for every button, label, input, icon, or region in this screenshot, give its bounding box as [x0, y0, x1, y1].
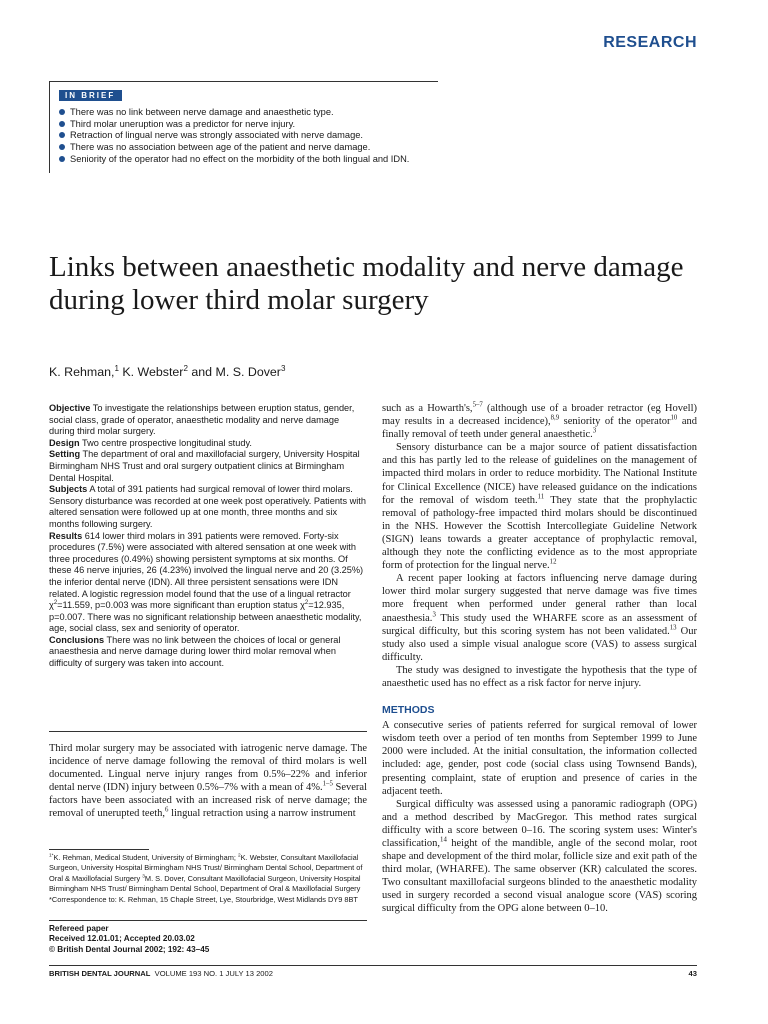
in-brief-item-text: Seniority of the operator had no effect on the morbidity of the both lingual and IDN.	[70, 153, 410, 164]
citation-mark: 1–5	[322, 780, 333, 788]
journal-volume: VOLUME 193 NO. 1 JULY 13 2002	[154, 969, 273, 978]
citation-mark: 3	[592, 427, 597, 435]
refereed-divider	[49, 920, 367, 921]
in-brief-item	[59, 107, 438, 119]
footnote-text: K. Webster, Consultant Maxillofacial Surgeon, University Hospital Birmingham NHS Trust/ Birmingham Dental School, Department of Oral & Maxillofacial Surgery	[49, 853, 363, 883]
author-name: K. Rehman,	[49, 365, 115, 379]
abstract-text: =12.935, p=0.007. There was no significant relationship between anaesthetic modality, age, social class, sex and seniority of operator.	[49, 600, 362, 634]
methods-heading: METHODS	[382, 704, 435, 717]
citation-mark: 5–7	[472, 401, 483, 409]
in-brief-item-text: There was no link between nerve damage and anaesthetic type.	[70, 107, 334, 117]
in-brief-box	[49, 81, 438, 173]
abstract-label: Objective	[49, 403, 91, 413]
abstract-text: There was no link between the choices of local or general anaesthesia and nerve damage during lower third molar removal when difficulty of surgery was taken into account.	[49, 634, 341, 669]
citation-mark: 8,9	[550, 414, 560, 422]
received-accepted-dates: Received 12.01.01; Accepted 20.03.02	[49, 934, 195, 944]
author-affiliation-mark: 2	[183, 363, 188, 373]
footnote-affiliations	[49, 853, 367, 895]
refereed-label: Refereed paper	[49, 924, 109, 933]
in-brief-item-text: Third molar uneruption was a predictor for nerve injury.	[70, 118, 296, 129]
bullet-icon	[59, 144, 65, 150]
bullet-icon	[59, 109, 65, 115]
bullet-icon	[59, 132, 65, 138]
abstract-label: Results	[49, 530, 83, 541]
body-text: Third molar surgery may be associated with iatrogenic nerve damage. The incidence of nerve damage following the removal of third molars is well documented. Lingual nerve injury ranges from 0.5%–22% and inferior dental nerve (IDN) injury between 0.5%–7% with a mean of 4%.	[49, 743, 367, 794]
journal-name: BRITISH DENTAL JOURNAL	[49, 969, 151, 978]
in-brief-item	[59, 142, 438, 154]
body-paragraph: The study was designed to investigate the hypothesis that the type of anaesthetic used has no effect as a risk factor for nerve injury.	[382, 664, 697, 689]
footnote-correspondence: *Correspondence to: K. Rehman, 15 Chaple Street, Lye, Stourbridge, West Midlands DY9 8BT	[49, 894, 358, 904]
bullet-icon	[59, 121, 65, 127]
in-brief-top-rule	[49, 81, 438, 82]
abstract-design	[49, 438, 367, 450]
body-paragraph	[382, 798, 697, 916]
author-affiliation-mark: 3	[280, 363, 286, 373]
abstract-setting	[49, 449, 367, 484]
citation-mark: 14	[440, 836, 447, 844]
body-paragraph	[382, 572, 697, 664]
abstract-subjects	[49, 484, 367, 530]
body-text: A recent paper looking at factors influencing nerve damage during lower third molar surgery suggested that nerve damage was five times more frequent when performed under general rather than local anaesthesia.	[382, 573, 697, 624]
intro-paragraph	[49, 742, 367, 821]
abstract-text: The department of oral and maxillofacial surgery, University Hospital Birmingham NHS Trust and oral surgery outpatient clinics at Birmingham Dental Hospital.	[49, 449, 360, 483]
author-affiliation-mark: 1	[114, 363, 119, 373]
copyright-line: © British Dental Journal 2002; 192: 43–45	[49, 944, 210, 954]
in-brief-item	[59, 130, 438, 142]
author-name: M. S. Dover	[215, 365, 281, 379]
section-label: RESEARCH	[603, 34, 697, 51]
abstract-text: To investigate the relationships between eruption status, gender, social class, grade of operator, anaesthetic modality and nerve damage during third molar surgery.	[49, 403, 355, 437]
abstract-results	[49, 531, 367, 635]
superscript: 2	[304, 600, 309, 607]
footnote-divider	[49, 849, 149, 850]
in-brief-item	[59, 119, 438, 131]
body-text: such as a Howarth's,	[382, 403, 473, 414]
abstract-text: A total of 391 patients had surgical removal of lower third molars. Sensory disturbance was recorded at one week post operatively. Patients with altered sensation were followed up at one month, three months and six months following surgery.	[49, 484, 366, 529]
in-brief-left-rule	[49, 81, 50, 173]
in-brief-item-text: Retraction of lingual nerve was strongly associated with nerve damage.	[70, 130, 364, 141]
citation-mark: 6	[165, 806, 169, 814]
citation-mark: 10	[670, 414, 678, 422]
in-brief-item-text: There was no association between age of the patient and nerve damage.	[70, 142, 371, 153]
body-text: They state that the prophylactic removal of pathology-free impacted third molars should be discontinued in the NHS. However the Scottish Intercollegiate Guideline Network (SIGN) leans towards a greater acceptance of prophylactic removal, although they note the conflicting evidence as to the most appropriate form of protection for the lingual nerve.	[382, 494, 697, 572]
citation-mark: 11	[537, 493, 545, 501]
citation-mark: 12	[549, 558, 557, 566]
bullet-icon	[59, 156, 65, 162]
abstract-objective	[49, 403, 367, 438]
footnote-text: M. S. Dover, Consultant Maxillofacial Surgeon, University Hospital Birmingham NHS Trust/ Birmingham Dental School, Department of Oral & Maxillofacial Surgery	[49, 873, 361, 894]
abstract-text: 614 lower third molars in 391 patients were removed. Forty-six procedures (7.5%) were associated with altered sensation at one week with three procedures (0.49%) showing persistent symptoms at six months. Of these 46 nerve injuries, 26 (4.23%) involved the lingual nerve and 20 (3.25%) the inferior dental nerve (IDN). All three persistent sensations were IDN related. A logistic regression model found that the use of a lingual retractor χ	[49, 530, 364, 611]
citation-mark: 3	[432, 611, 436, 618]
superscript: 2	[53, 600, 58, 607]
author-separator: and	[191, 365, 213, 379]
footnote-text: K. Rehman, Medical Student, University of Birmingham;	[53, 853, 238, 862]
body-text: Sensory disturbance can be a major source of patient dissatisfaction and this has partly led to the release of guidelines on the management of impacted third molars in order to reduce morbidity. The National Institute for Clinical Excellence (NICE) have released guidance on the indications for the removal of wisdom teeth.	[382, 442, 697, 506]
footer-divider	[49, 965, 697, 966]
body-paragraph	[382, 441, 697, 572]
footer-journal	[49, 969, 273, 978]
body-text: and finally removal of teeth under general anaesthetic.	[382, 416, 697, 441]
abstract-label: Setting	[49, 449, 81, 460]
body-text: This study used the WHARFE score as an assessment of surgical difficulty, but this scoring system has not been validated.	[382, 612, 697, 637]
abstract	[49, 403, 367, 670]
abstract-label: Conclusions	[49, 634, 105, 645]
body-text: Surgical difficulty was assessed using a panoramic radiograph (OPG) and a method described by MacGregor. This method rates surgical difficulty with a score between 0–16. The scoring system uses: Winter's classification,	[382, 798, 697, 849]
intro-divider	[49, 731, 367, 732]
footnotes	[49, 853, 367, 905]
in-brief-tag: IN BRIEF	[59, 90, 122, 101]
abstract-conclusions	[49, 635, 367, 670]
abstract-label: Subjects	[49, 484, 88, 495]
abstract-text: Two centre prospective longitudinal study.	[82, 437, 252, 448]
footnote-mark: 1*	[49, 853, 54, 859]
page-number: 43	[688, 969, 697, 978]
abstract-text: =11.559, p=0.003 was more significant than eruption status χ	[57, 600, 305, 611]
abstract-label: Design	[49, 437, 80, 448]
body-text: Our study also used a simple visual analogue score (VAS) to assess surgical difficulty.	[382, 625, 697, 663]
body-text: height of the mandible, angle of the second molar, root shape and development of the third molar, follicle size and exit path of the third molar, (WHARFE). The same observer (KR) calculated the scores. Two consultant maxillofacial surgeons blinded to the anaesthetic modality used in surgery recorded a second visual analogue score (VAS) scoring surgical difficulty from the OPG alone between 0–10.	[382, 838, 697, 915]
footnote-mark: 3	[142, 874, 145, 880]
body-paragraph	[382, 402, 697, 441]
refereed-info	[49, 924, 367, 955]
author-name: K. Webster	[122, 365, 184, 379]
body-text: lingual retraction using a narrow instrument	[168, 808, 356, 820]
in-brief-list	[59, 107, 438, 166]
footnote-mark: 2	[237, 853, 241, 859]
author-list	[49, 365, 285, 379]
article-title: Links between anaesthetic modality and nerve damage during lower third molar surgery	[49, 251, 684, 316]
body-paragraph: A consecutive series of patients referred for surgical removal of lower wisdom teeth over a period of ten months from September 1999 to June 2000 were included. At the initial consultation, the information collected included: age, gender, post code (social class using Townsend Bands), presenting complaint, state of eruption and presence of caries in the adjacent teeth.	[382, 720, 697, 797]
body-text: (although use of a broader retractor (eg Hovell) may results in a decreased incidence),	[382, 403, 698, 428]
citation-mark: 13	[669, 624, 677, 632]
in-brief-item	[59, 154, 438, 166]
right-column	[382, 402, 697, 916]
body-text: Several factors have been associated with an increased risk of nerve damage; the removal of unerupted teeth,	[49, 782, 367, 820]
body-text: seniority of the operator	[559, 416, 671, 428]
